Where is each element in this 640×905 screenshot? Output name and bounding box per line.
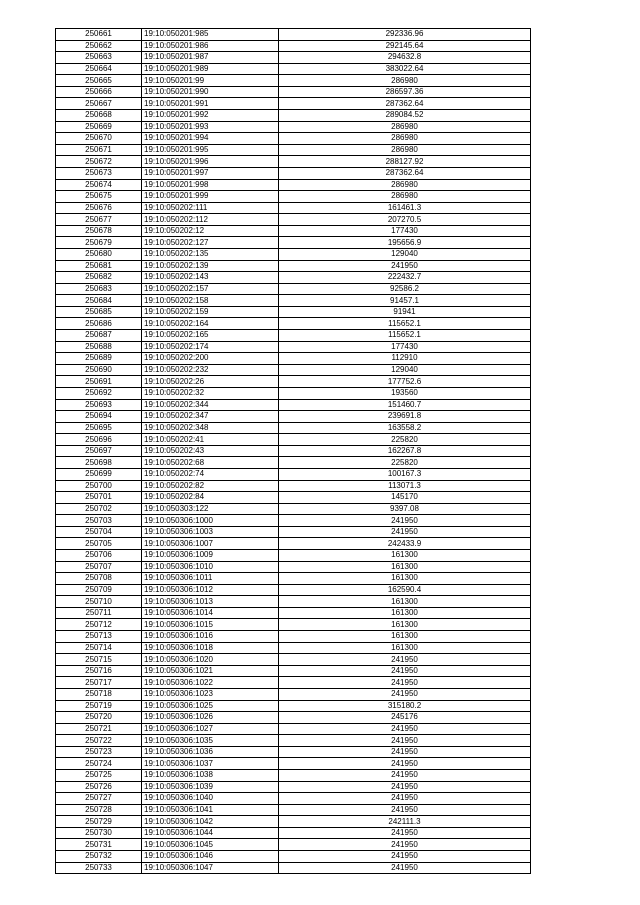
row-number-cell: 250713 [56,631,142,643]
cadastral-number-cell: 19:10:050202:344 [142,399,279,411]
row-number-cell: 250733 [56,862,142,874]
cadastral-number-cell: 19:10:050306:1016 [142,631,279,643]
table-row [56,526,531,538]
cadastral-number-cell: 19:10:050202:347 [142,411,279,423]
cadastral-number-cell: 19:10:050202:41 [142,434,279,446]
row-number-cell: 250684 [56,295,142,307]
cadastral-number-cell: 19:10:050306:1022 [142,677,279,689]
value-cell: 241950 [279,758,531,770]
row-number-cell: 250731 [56,839,142,851]
row-number-cell: 250719 [56,700,142,712]
table-row [56,283,531,295]
cadastral-number-cell: 19:10:050201:985 [142,29,279,41]
row-number-cell: 250698 [56,457,142,469]
cadastral-number-cell: 19:10:050306:1037 [142,758,279,770]
row-number-cell: 250662 [56,40,142,52]
value-cell: 162590.4 [279,584,531,596]
cadastral-number-cell: 19:10:050303:122 [142,503,279,515]
table-row [56,700,531,712]
value-cell: 294632.8 [279,52,531,64]
cadastral-number-cell: 19:10:050201:99 [142,75,279,87]
cadastral-number-cell: 19:10:050306:1041 [142,804,279,816]
value-cell: 383022.64 [279,63,531,75]
cadastral-number-cell: 19:10:050306:1027 [142,723,279,735]
row-number-cell: 250729 [56,816,142,828]
table-row [56,851,531,863]
row-number-cell: 250683 [56,283,142,295]
value-cell: 100167.3 [279,468,531,480]
value-cell: 241950 [279,746,531,758]
table-row [56,550,531,562]
table-row [56,248,531,260]
cadastral-number-cell: 19:10:050306:1020 [142,654,279,666]
row-number-cell: 250714 [56,642,142,654]
table-row [56,445,531,457]
value-cell: 161300 [279,550,531,562]
table-row [56,573,531,585]
value-cell: 163558.2 [279,422,531,434]
value-cell: 288127.92 [279,156,531,168]
cadastral-number-cell: 19:10:050306:1035 [142,735,279,747]
row-number-cell: 250676 [56,202,142,214]
row-number-cell: 250672 [56,156,142,168]
row-number-cell: 250723 [56,746,142,758]
row-number-cell: 250681 [56,260,142,272]
table-row [56,318,531,330]
cadastral-number-cell: 19:10:050306:1014 [142,607,279,619]
table-row [56,503,531,515]
cadastral-number-cell: 19:10:050201:992 [142,110,279,122]
table-row [56,225,531,237]
table-row [56,816,531,828]
row-number-cell: 250727 [56,793,142,805]
table-row [56,480,531,492]
cadastral-number-cell: 19:10:050202:43 [142,445,279,457]
row-number-cell: 250666 [56,86,142,98]
cadastral-number-cell: 19:10:050306:1010 [142,561,279,573]
row-number-cell: 250732 [56,851,142,863]
table-row [56,538,531,550]
row-number-cell: 250689 [56,353,142,365]
cadastral-number-cell: 19:10:050202:157 [142,283,279,295]
value-cell: 242111.3 [279,816,531,828]
row-number-cell: 250679 [56,237,142,249]
table-row [56,272,531,284]
cadastral-number-cell: 19:10:050306:1038 [142,770,279,782]
table-row [56,75,531,87]
row-number-cell: 250695 [56,422,142,434]
table-row [56,40,531,52]
table-row [56,631,531,643]
row-number-cell: 250712 [56,619,142,631]
cadastral-number-cell: 19:10:050306:1039 [142,781,279,793]
cadastral-number-cell: 19:10:050202:139 [142,260,279,272]
value-cell: 241950 [279,781,531,793]
table-row [56,86,531,98]
table-body [56,29,531,874]
table-row [56,29,531,41]
cadastral-number-cell: 19:10:050201:990 [142,86,279,98]
cadastral-number-cell: 19:10:050202:68 [142,457,279,469]
row-number-cell: 250661 [56,29,142,41]
value-cell: 193560 [279,387,531,399]
value-cell: 113071.3 [279,480,531,492]
table-row [56,804,531,816]
cadastral-number-cell: 19:10:050306:1026 [142,712,279,724]
value-cell: 241950 [279,688,531,700]
table-row [56,492,531,504]
table-row [56,596,531,608]
table-row [56,295,531,307]
value-cell: 195656.9 [279,237,531,249]
row-number-cell: 250697 [56,445,142,457]
table-row [56,179,531,191]
cadastral-number-cell: 19:10:050306:1045 [142,839,279,851]
table-row [56,133,531,145]
value-cell: 161300 [279,607,531,619]
row-number-cell: 250677 [56,214,142,226]
table-row [56,411,531,423]
row-number-cell: 250669 [56,121,142,133]
cadastral-number-cell: 19:10:050202:12 [142,225,279,237]
value-cell: 115652.1 [279,318,531,330]
value-cell: 207270.5 [279,214,531,226]
table-row [56,306,531,318]
value-cell: 161300 [279,573,531,585]
row-number-cell: 250708 [56,573,142,585]
row-number-cell: 250699 [56,468,142,480]
cadastral-number-cell: 19:10:050202:32 [142,387,279,399]
table-row [56,561,531,573]
table-row [56,665,531,677]
row-number-cell: 250663 [56,52,142,64]
table-row [56,214,531,226]
table-row [56,827,531,839]
cadastral-number-cell: 19:10:050201:994 [142,133,279,145]
row-number-cell: 250682 [56,272,142,284]
row-number-cell: 250668 [56,110,142,122]
table-row [56,353,531,365]
value-cell: 91457.1 [279,295,531,307]
table-row [56,735,531,747]
table-row [56,839,531,851]
table-row [56,515,531,527]
row-number-cell: 250703 [56,515,142,527]
table-row [56,862,531,874]
row-number-cell: 250671 [56,144,142,156]
row-number-cell: 250664 [56,63,142,75]
value-cell: 241950 [279,526,531,538]
value-cell: 292145.64 [279,40,531,52]
cadastral-number-cell: 19:10:050306:1009 [142,550,279,562]
row-number-cell: 250700 [56,480,142,492]
row-number-cell: 250707 [56,561,142,573]
cadastral-number-cell: 19:10:050201:987 [142,52,279,64]
value-cell: 241950 [279,677,531,689]
value-cell: 287362.64 [279,167,531,179]
cadastral-number-cell: 19:10:050306:1023 [142,688,279,700]
row-number-cell: 250673 [56,167,142,179]
table-row [56,399,531,411]
cadastral-number-cell: 19:10:050202:200 [142,353,279,365]
value-cell: 161461.3 [279,202,531,214]
cadastral-number-cell: 19:10:050306:1018 [142,642,279,654]
value-cell: 92586.2 [279,283,531,295]
value-cell: 286980 [279,121,531,133]
value-cell: 289084.52 [279,110,531,122]
row-number-cell: 250710 [56,596,142,608]
table-row [56,781,531,793]
row-number-cell: 250705 [56,538,142,550]
cadastral-number-cell: 19:10:050306:1040 [142,793,279,805]
row-number-cell: 250721 [56,723,142,735]
value-cell: 177752.6 [279,376,531,388]
value-cell: 151460.7 [279,399,531,411]
row-number-cell: 250711 [56,607,142,619]
cadastral-number-cell: 19:10:050201:998 [142,179,279,191]
table-row [56,167,531,179]
value-cell: 239691.8 [279,411,531,423]
value-cell: 241950 [279,839,531,851]
value-cell: 241950 [279,770,531,782]
table-row [56,677,531,689]
value-cell: 287362.64 [279,98,531,110]
row-number-cell: 250726 [56,781,142,793]
cadastral-number-cell: 19:10:050202:174 [142,341,279,353]
table-row [56,330,531,342]
cadastral-number-cell: 19:10:050201:989 [142,63,279,75]
row-number-cell: 250704 [56,526,142,538]
cadastral-number-cell: 19:10:050201:991 [142,98,279,110]
row-number-cell: 250693 [56,399,142,411]
cadastral-number-cell: 19:10:050306:1044 [142,827,279,839]
row-number-cell: 250680 [56,248,142,260]
value-cell: 315180.2 [279,700,531,712]
row-number-cell: 250675 [56,191,142,203]
value-cell: 129040 [279,248,531,260]
table-row [56,237,531,249]
cadastral-number-cell: 19:10:050306:1012 [142,584,279,596]
table-row [56,110,531,122]
cadastral-number-cell: 19:10:050202:111 [142,202,279,214]
cadastral-number-cell: 19:10:050202:82 [142,480,279,492]
cadastral-number-cell: 19:10:050202:159 [142,306,279,318]
cadastral-number-cell: 19:10:050201:996 [142,156,279,168]
cadastral-number-cell: 19:10:050306:1007 [142,538,279,550]
table-row [56,376,531,388]
table-row [56,654,531,666]
value-cell: 286980 [279,133,531,145]
value-cell: 161300 [279,561,531,573]
cadastral-value-table [55,28,531,874]
table-row [56,156,531,168]
value-cell: 286597.36 [279,86,531,98]
value-cell: 241950 [279,515,531,527]
row-number-cell: 250696 [56,434,142,446]
cadastral-number-cell: 19:10:050202:26 [142,376,279,388]
cadastral-number-cell: 19:10:050306:1015 [142,619,279,631]
table-row [56,341,531,353]
cadastral-number-cell: 19:10:050306:1036 [142,746,279,758]
value-cell: 286980 [279,144,531,156]
table-row [56,63,531,75]
cadastral-number-cell: 19:10:050306:1003 [142,526,279,538]
row-number-cell: 250730 [56,827,142,839]
value-cell: 91941 [279,306,531,318]
value-cell: 241950 [279,862,531,874]
value-cell: 162267.8 [279,445,531,457]
row-number-cell: 250687 [56,330,142,342]
value-cell: 145170 [279,492,531,504]
table-row [56,52,531,64]
table-row [56,144,531,156]
table-row [56,758,531,770]
value-cell: 129040 [279,364,531,376]
value-cell: 222432.7 [279,272,531,284]
cadastral-number-cell: 19:10:050306:1011 [142,573,279,585]
value-cell: 241950 [279,804,531,816]
value-cell: 177430 [279,341,531,353]
value-cell: 115652.1 [279,330,531,342]
value-cell: 225820 [279,457,531,469]
table-row [56,364,531,376]
value-cell: 161300 [279,596,531,608]
cadastral-number-cell: 19:10:050202:127 [142,237,279,249]
cadastral-number-cell: 19:10:050202:164 [142,318,279,330]
table-row [56,457,531,469]
row-number-cell: 250716 [56,665,142,677]
row-number-cell: 250718 [56,688,142,700]
cadastral-number-cell: 19:10:050306:1025 [142,700,279,712]
table-row [56,121,531,133]
cadastral-number-cell: 19:10:050202:348 [142,422,279,434]
table-row [56,202,531,214]
row-number-cell: 250709 [56,584,142,596]
table-row [56,619,531,631]
cadastral-number-cell: 19:10:050202:165 [142,330,279,342]
value-cell: 286980 [279,191,531,203]
table-row [56,723,531,735]
row-number-cell: 250678 [56,225,142,237]
cadastral-number-cell: 19:10:050306:1046 [142,851,279,863]
value-cell: 242433.9 [279,538,531,550]
row-number-cell: 250701 [56,492,142,504]
table-row [56,712,531,724]
row-number-cell: 250694 [56,411,142,423]
row-number-cell: 250724 [56,758,142,770]
cadastral-number-cell: 19:10:050201:999 [142,191,279,203]
value-cell: 241950 [279,735,531,747]
value-cell: 286980 [279,179,531,191]
row-number-cell: 250728 [56,804,142,816]
table-row [56,770,531,782]
row-number-cell: 250702 [56,503,142,515]
cadastral-number-cell: 19:10:050306:1013 [142,596,279,608]
cadastral-number-cell: 19:10:050202:84 [142,492,279,504]
cadastral-number-cell: 19:10:050306:1021 [142,665,279,677]
value-cell: 286980 [279,75,531,87]
row-number-cell: 250686 [56,318,142,330]
row-number-cell: 250674 [56,179,142,191]
table-row [56,793,531,805]
row-number-cell: 250665 [56,75,142,87]
value-cell: 241950 [279,793,531,805]
value-cell: 241950 [279,665,531,677]
cadastral-number-cell: 19:10:050202:232 [142,364,279,376]
value-cell: 112910 [279,353,531,365]
cadastral-number-cell: 19:10:050201:995 [142,144,279,156]
table-row [56,468,531,480]
value-cell: 245176 [279,712,531,724]
table-row [56,422,531,434]
table-row [56,191,531,203]
value-cell: 241950 [279,851,531,863]
cadastral-number-cell: 19:10:050202:74 [142,468,279,480]
row-number-cell: 250725 [56,770,142,782]
cadastral-number-cell: 19:10:050201:986 [142,40,279,52]
row-number-cell: 250722 [56,735,142,747]
table-row [56,642,531,654]
table-row [56,746,531,758]
value-cell: 292336.96 [279,29,531,41]
cadastral-number-cell: 19:10:050306:1042 [142,816,279,828]
cadastral-number-cell: 19:10:050202:158 [142,295,279,307]
table-row [56,98,531,110]
cadastral-number-cell: 19:10:050306:1000 [142,515,279,527]
row-number-cell: 250691 [56,376,142,388]
value-cell: 241950 [279,827,531,839]
value-cell: 241950 [279,723,531,735]
table-row [56,688,531,700]
row-number-cell: 250685 [56,306,142,318]
cadastral-number-cell: 19:10:050202:143 [142,272,279,284]
row-number-cell: 250717 [56,677,142,689]
table-row [56,387,531,399]
row-number-cell: 250667 [56,98,142,110]
row-number-cell: 250692 [56,387,142,399]
row-number-cell: 250688 [56,341,142,353]
value-cell: 225820 [279,434,531,446]
cadastral-number-cell: 19:10:050201:997 [142,167,279,179]
value-cell: 161300 [279,642,531,654]
cadastral-number-cell: 19:10:050201:993 [142,121,279,133]
cadastral-number-cell: 19:10:050202:112 [142,214,279,226]
value-cell: 241950 [279,260,531,272]
cadastral-number-cell: 19:10:050202:135 [142,248,279,260]
row-number-cell: 250690 [56,364,142,376]
table-row [56,584,531,596]
value-cell: 9397.08 [279,503,531,515]
row-number-cell: 250706 [56,550,142,562]
value-cell: 161300 [279,631,531,643]
row-number-cell: 250720 [56,712,142,724]
row-number-cell: 250670 [56,133,142,145]
row-number-cell: 250715 [56,654,142,666]
cadastral-number-cell: 19:10:050306:1047 [142,862,279,874]
table-row [56,607,531,619]
table-row [56,260,531,272]
table-row [56,434,531,446]
value-cell: 161300 [279,619,531,631]
value-cell: 241950 [279,654,531,666]
value-cell: 177430 [279,225,531,237]
